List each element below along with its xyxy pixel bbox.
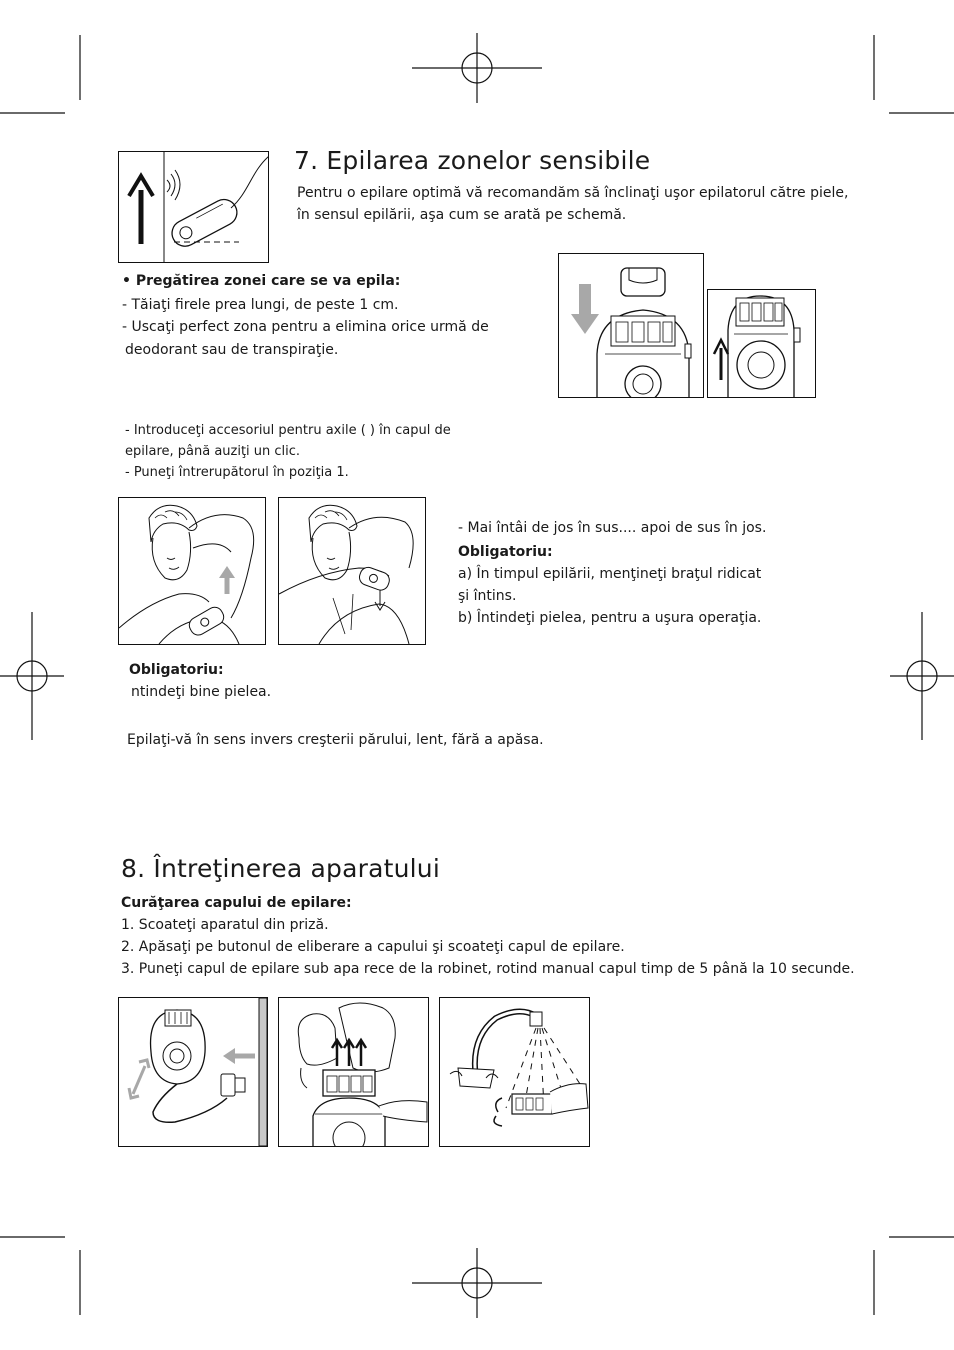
- accessory-item-1: - Introduceţi accesoriul pentru axile ( ) în capul de: [125, 423, 451, 438]
- registration-left-icon: [0, 612, 64, 740]
- registration-top-icon: [412, 33, 542, 103]
- rinse-illustration: [439, 997, 590, 1147]
- section8-title: 8. Întreţinerea aparatului: [121, 854, 440, 883]
- cleaning-step-3: 3. Puneţi capul de epilare sub apa rece de la robinet, rotind manual capul timp de 5 până la 10 secunde.: [121, 961, 855, 977]
- cleaning-subheading: Curăţarea capului de epilare:: [121, 895, 352, 911]
- armpit-downward-illustration: [278, 497, 426, 645]
- accessory-item-2: epilare, până auziţi un clic.: [125, 444, 301, 459]
- mandatory-label: Obligatoriu:: [458, 544, 553, 560]
- direction-text: - Mai întâi de jos în sus.... apoi de sus în jos.: [458, 520, 767, 536]
- prep-item-3: deodorant sau de transpiraţie.: [125, 342, 339, 358]
- section7-intro-line1: Pentru o epilare optimă vă recomandăm să înclinaţi uşor epilatorul către piele,: [297, 185, 849, 201]
- tilt-illustration: [118, 151, 269, 263]
- accessory-fitted-illustration: [707, 289, 816, 398]
- prep-item-2: - Uscaţi perfect zona pentru a elimina orice urmă de: [122, 319, 489, 335]
- mandatory-item-2: şi întins.: [458, 588, 517, 604]
- section7-title: 7. Epilarea zonelor sensibile: [294, 146, 651, 175]
- accessory-attach-illustration: [558, 253, 704, 398]
- unplug-illustration: [118, 997, 268, 1147]
- accessory-item-3: - Puneţi întrerupătorul în poziţia 1.: [125, 465, 349, 480]
- mandatory-item-3: b) Întindeţi pielea, pentru a uşura operaţia.: [458, 610, 762, 626]
- armpit-upward-illustration: [118, 497, 266, 645]
- mandatory2-label: Obligatoriu:: [129, 662, 224, 678]
- cleaning-step-1: 1. Scoateţi aparatul din priză.: [121, 917, 329, 933]
- registration-right-icon: [890, 612, 954, 740]
- mandatory2-text: ntindeţi bine pielea.: [131, 684, 272, 700]
- mandatory-item-1: a) În timpul epilării, menţineţi braţul ridicat: [458, 566, 762, 582]
- registration-bottom-icon: [412, 1248, 542, 1318]
- cleaning-step-2: 2. Apăsaţi pe butonul de eliberare a capului şi scoateţi capul de epilare.: [121, 939, 625, 955]
- remove-head-illustration: [278, 997, 429, 1147]
- prep-item-1: - Tăiaţi firele prea lungi, de peste 1 cm.: [122, 297, 399, 313]
- final-instruction: Epilaţi-vă în sens invers creşterii părului, lent, fără a apăsa.: [127, 732, 544, 748]
- prep-heading: • Pregătirea zonei care se va epila:: [122, 273, 401, 289]
- section7-intro-line2: în sensul epilării, aşa cum se arată pe schemă.: [297, 207, 627, 223]
